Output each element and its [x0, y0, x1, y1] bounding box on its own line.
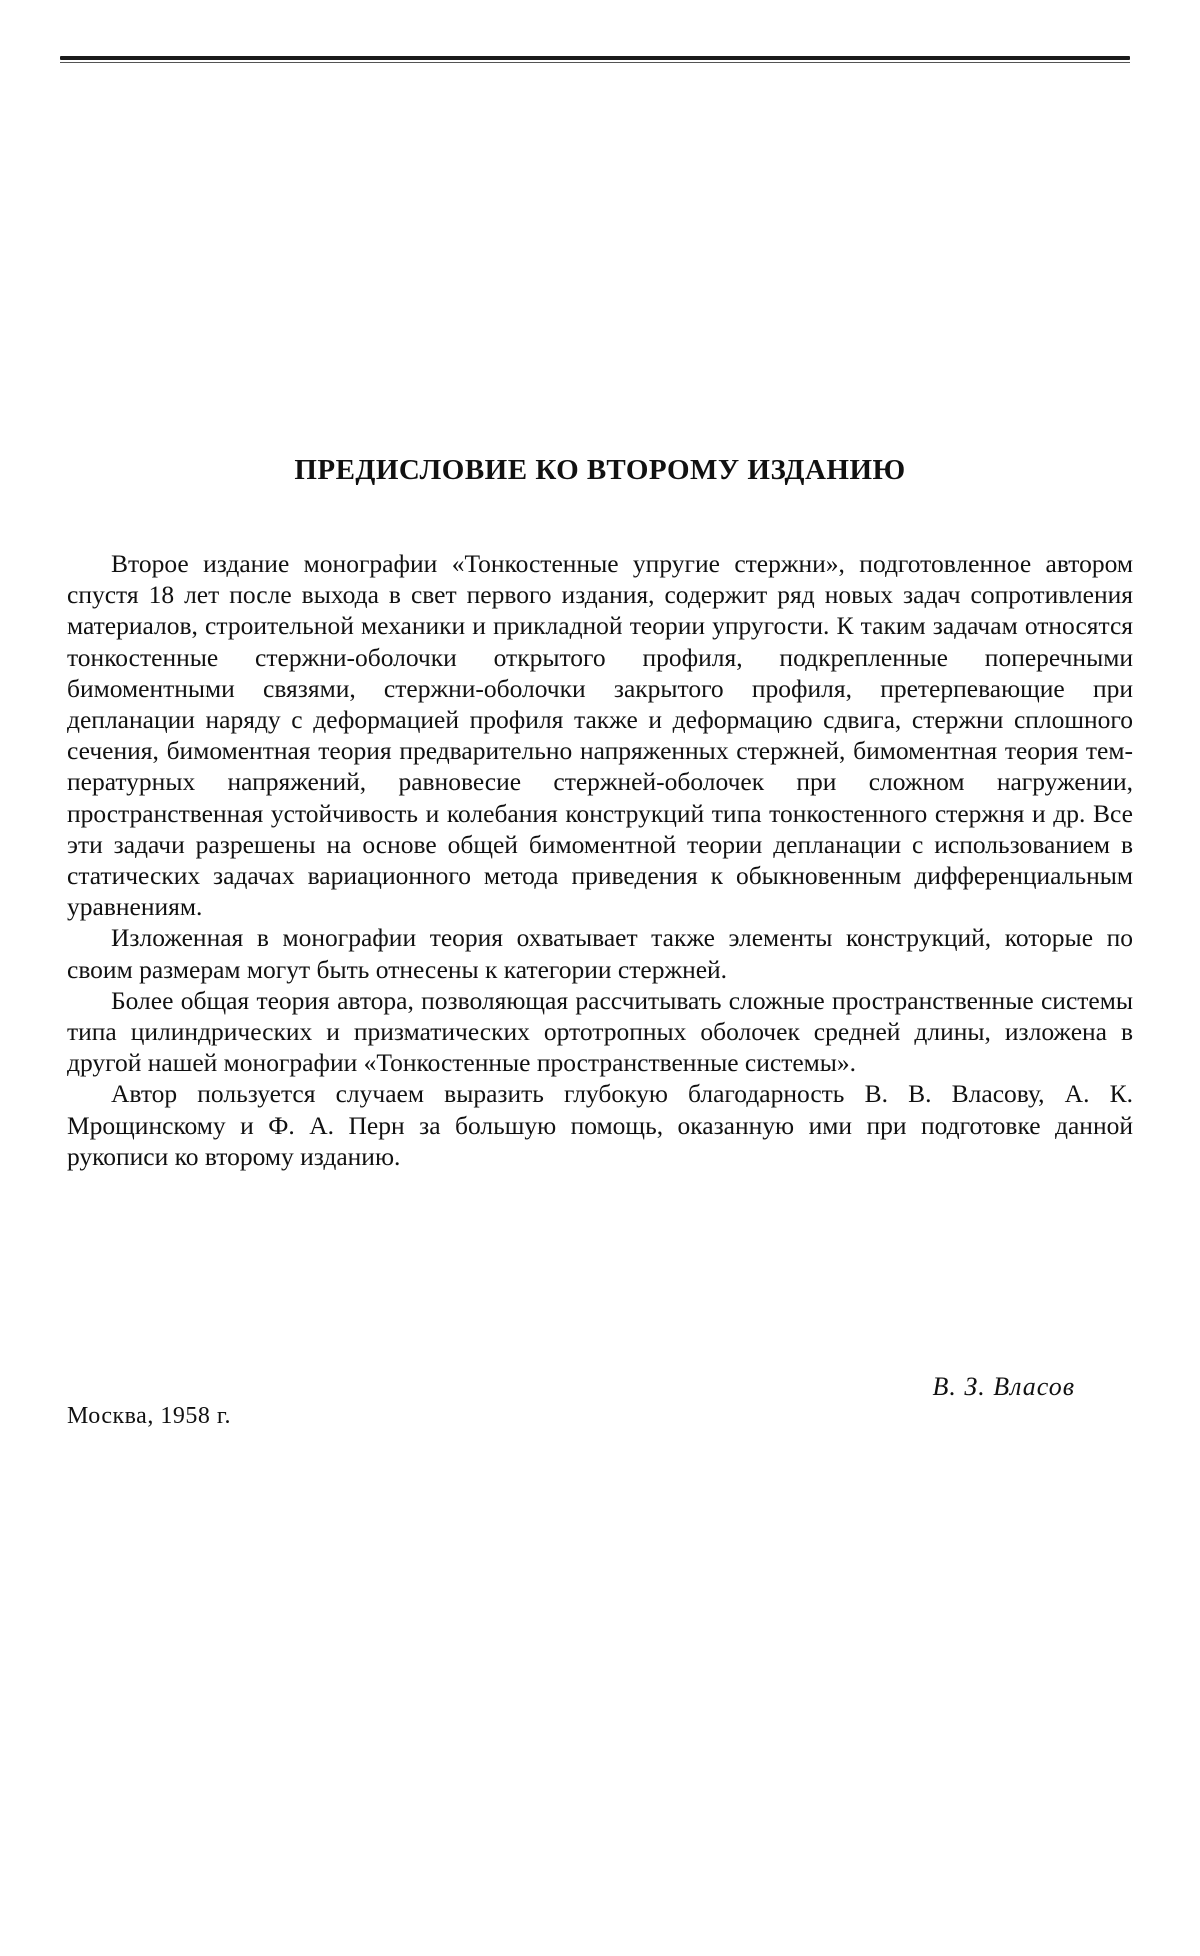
paragraph-1: Второе издание монографии «Тонкостенные упругие стержни», подготовленное автором спустя 18 лет после выхода в свет первого издания, содержит ряд новых задач сопротивления материалов, строительной механики и прикладной теории упругости. К таким задачам относятся тонкостенные стержни-оболочки открытого профиля, подкрепленные поперечными бимоментными связями, стержни-оболочки закрытого профиля, претерпевающие при депланации наряду с деформацией профиля также и деформацию сдвига, стержни сплошного сечения, бимоментная теория предварительно напряженных стержней, бимоментная теория температурных напряжений, равновесие стержней-оболочек при сложном нагружении, пространственная устойчивость и колебания конструкций типа тонкостенного стержня и др. Все эти задачи разрешены на основе общей бимоментной теории депланации с использованием в статических задачах вариационного метода приведения к обыкновенным дифференциальным уравнениям. — [67, 549, 1133, 922]
top-rule — [60, 56, 1130, 60]
preface-body — [67, 548, 1133, 1172]
place-and-date: Москва, 1958 г. — [67, 1403, 231, 1429]
page-title: ПРЕДИСЛОВИЕ КО ВТОРОМУ ИЗДАНИЮ — [294, 454, 906, 486]
paragraph-2: Изложенная в монографии теория охватывает также элементы конструкций, которые по своим размерам могут быть отнесены к категории стержней. — [67, 923, 1133, 984]
author-signature: В. З. Власов — [932, 1372, 1075, 1401]
paragraph-4: Автор пользуется случаем выразить глубокую благодарность В. В. Власову, А. К. Мрощинскому и Ф. А. Перн за большую помощь, оказанную ими при подготовке данной рукописи ко второму изданию. — [67, 1079, 1133, 1171]
top-rule-thin — [60, 62, 1130, 63]
paragraph-3: Более общая теория автора, позволяющая рассчитывать сложные пространственные системы типа цилиндрических и призматических ортотропных оболочек средней длины, изложена в другой нашей монографии «Тонкостенные пространственные системы». — [67, 985, 1133, 1078]
